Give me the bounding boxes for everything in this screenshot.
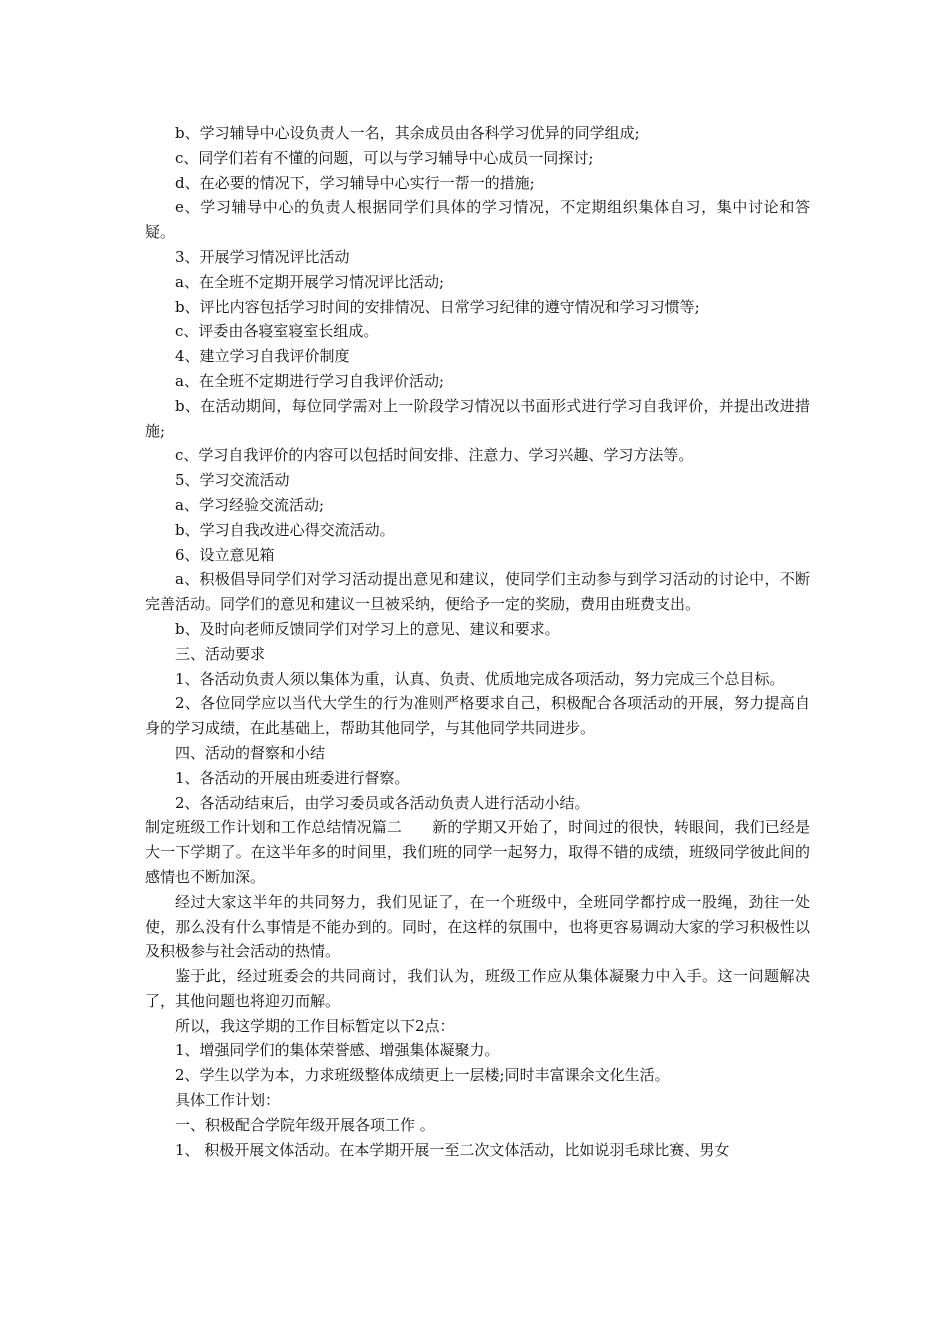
paragraph: a、学习经验交流活动; xyxy=(175,495,324,514)
paragraph: b、及时向老师反馈同学们对学习上的意见、建议和要求。 xyxy=(175,619,560,638)
paragraph: 5、学习交流活动 xyxy=(175,471,290,490)
paragraph: 具体工作计划： xyxy=(175,1091,281,1110)
paragraph: e、学习辅导中心的负责人根据同学们具体的学习情况，不定期组织集体自习，集中讨论和答疑。 xyxy=(145,198,810,242)
paragraph: 4、建立学习自我评价制度 xyxy=(175,347,350,366)
paragraph: 经过大家这半年的共同努力，我们见证了，在一个班级中，全班同学都拧成一股绳，劲往一处使，那么没有什么事情是不能办到的。同时，在这样的氛围中，也将更容易调动大家的学习积极性以及积极参与社会活动的热情。 xyxy=(145,892,810,961)
paragraph: 3、开展学习情况评比活动 xyxy=(175,247,350,266)
paragraph: 1、各活动的开展由班委进行督察。 xyxy=(175,768,410,787)
paragraph: 一、积极配合学院年级开展各项工作 。 xyxy=(175,1115,435,1134)
paragraph: c、评委由各寝室寝室长组成。 xyxy=(175,322,379,341)
paragraph: b、学习辅导中心设负责人一名，其余成员由各科学习优异的同学组成; xyxy=(175,124,640,142)
paragraph: d、在必要的情况下，学习辅导中心实行一帮一的措施; xyxy=(175,173,535,192)
paragraph: 四、活动的督察和小结 xyxy=(175,743,326,762)
paragraph: a、在全班不定期开展学习情况评比活动; xyxy=(175,272,444,291)
paragraph: 1、各活动负责人须以集体为重，认真、负责、优质地完成各项活动，努力完成三个总目标。 xyxy=(175,669,785,688)
paragraph: 6、设立意见箱 xyxy=(175,545,275,564)
paragraph: 所以，我这学期的工作目标暂定以下2点： xyxy=(175,1016,455,1035)
paragraph: 制定班级工作计划和工作总结情况篇二 新的学期又开始了，时间过的很快，转眼间，我们已经是大一下学期了。在这半年多的时间里，我们班的同学一起努力，取得不错的成绩，班级同学彼此间的感情也不断加深。 xyxy=(145,818,810,886)
paragraph: b、学习自我改进心得交流活动。 xyxy=(175,520,395,539)
paragraph: c、同学们若有不懂的问题，可以与学习辅导中心成员一同探讨; xyxy=(175,148,594,167)
paragraph: 2、各活动结束后，由学习委员或各活动负责人进行活动小结。 xyxy=(175,793,590,812)
paragraph: 1、 积极开展文体活动。在本学期开展一至二次文体活动，比如说羽毛球比赛、男女 xyxy=(175,1140,730,1159)
paragraph: b、评比内容包括学习时间的安排情况、日常学习纪律的遵守情况和学习习惯等; xyxy=(175,297,700,316)
paragraph: 2、各位同学应以当代大学生的行为准则严格要求自己，积极配合各项活动的开展，努力提高自身的学习成绩，在此基础上，帮助其他同学，与其他同学共同进步。 xyxy=(145,694,810,738)
paragraph: 2、学生以学为本，力求班级整体成绩更上一层楼;同时丰富课余文化生活。 xyxy=(175,1066,670,1085)
paragraph: 鉴于此，经过班委会的共同商讨，我们认为，班级工作应从集体凝聚力中入手。这一问题解决了，其他问题也将迎刃而解。 xyxy=(145,967,810,1010)
paragraph: b、在活动期间，每位同学需对上一阶段学习情况以书面形式进行学习自我评价，并提出改进措施; xyxy=(145,396,810,440)
paragraph: a、积极倡导同学们对学习活动提出意见和建议，使同学们主动参与到学习活动的讨论中，不断完善活动。同学们的意见和建议一旦被采纳，便给予一定的奖励，费用由班费支出。 xyxy=(145,570,810,614)
paragraph: a、在全班不定期进行学习自我评价活动; xyxy=(175,371,444,390)
document-page xyxy=(145,121,810,1162)
paragraph: 三、活动要求 xyxy=(175,644,266,663)
paragraph: 1、增强同学们的集体荣誉感、增强集体凝聚力。 xyxy=(175,1041,500,1060)
paragraph: c、学习自我评价的内容可以包括时间安排、注意力、学习兴趣、学习方法等。 xyxy=(175,446,694,465)
